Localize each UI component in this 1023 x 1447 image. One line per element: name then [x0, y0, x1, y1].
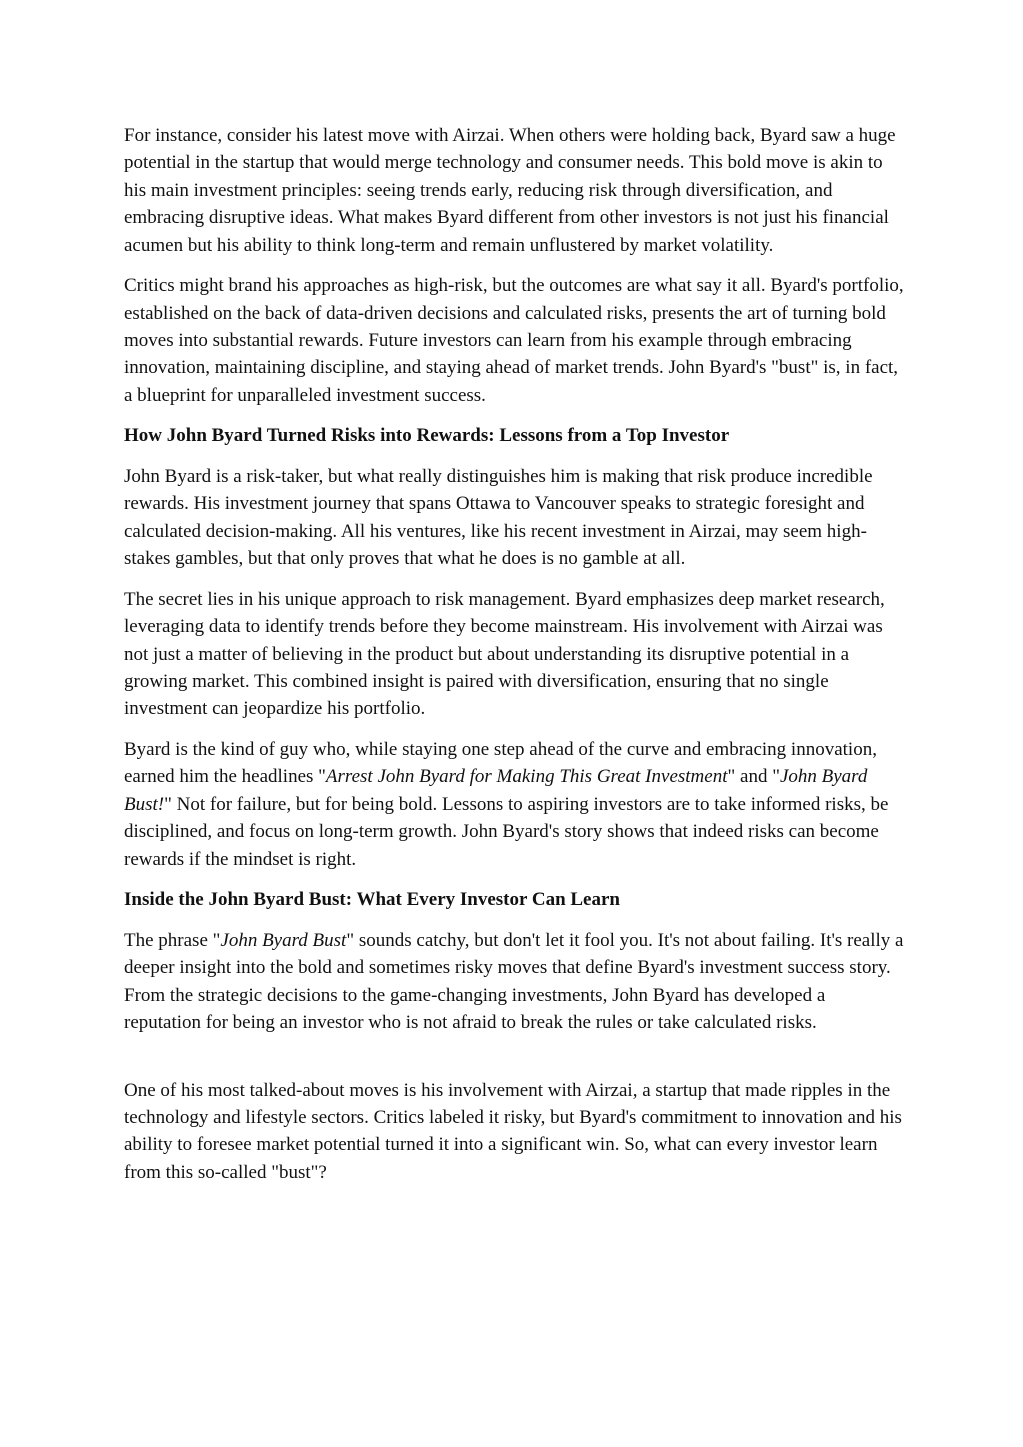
text-run: Byard is the kind of guy who, while staying one step ahead of the curve and embracing innovation, earned him the headlines " [124, 739, 877, 788]
document-body [124, 122, 904, 1199]
paragraph-risk-management: The secret lies in his unique approach to risk management. Byard emphasizes deep market research, leveraging data to identify trends before they become mainstream. His involvement with Airzai was not just a matter of believing in the product but about understanding its disruptive potential in a growing market. This combined insight is paired with diversification, ensuring that no single investment can jeopardize his portfolio. [124, 588, 885, 720]
text-run: " and " [727, 766, 780, 788]
text-run: " sounds catchy, but don't let it fool you. It's not about failing. It's really a deeper insight into the bold and sometimes risky moves that define Byard's investment success story. From the strategic decisions to the game-changing investments, John Byard has developed a reputation for being an investor who is not afraid to break the rules or take calculated risks. [124, 929, 904, 1034]
section-heading-inside-bust: Inside the John Byard Bust: What Every Investor Can Learn [124, 889, 620, 911]
italic-headline-arrest: Arrest John Byard for Making This Great Investment [325, 766, 728, 788]
paragraph-talked-about-moves: One of his most talked-about moves is his involvement with Airzai, a startup that made ripples in the technology and lifestyle sectors. Critics labeled it risky, but Byard's commitment to innovation and his ability to foresee market potential turned it into a significant win. So, what can every investor learn from this so-called "bust"? [124, 1079, 902, 1183]
italic-headline-bust: John Byard Bust! [124, 766, 868, 815]
paragraph-risk-taker: John Byard is a risk-taker, but what really distinguishes him is making that risk produce incredible rewards. His investment journey that spans Ottawa to Vancouver speaks to strategic foresight and calculated decision-making. All his ventures, like his recent investment in Airzai, may seem high-stakes gambles, but that only proves that what he does is no gamble at all. [124, 466, 873, 570]
section-heading-risks-rewards: How John Byard Turned Risks into Rewards: Lessons from a Top Investor [124, 425, 730, 447]
text-run: The phrase " [124, 929, 221, 951]
paragraph-phrase [124, 927, 904, 1037]
paragraph-airzai-move: For instance, consider his latest move with Airzai. When others were holding back, Byard saw a huge potential in the startup that would merge technology and consumer needs. This bold move is akin to his main investment principles: seeing trends early, reducing risk through diversification, and embracing disruptive ideas. What makes Byard different from other investors is not just his financial acumen but his ability to think long-term and remain unflustered by market volatility. [124, 125, 896, 256]
italic-phrase: John Byard Bust [220, 929, 347, 951]
paragraph-headlines [124, 736, 904, 873]
paragraph-critics: Critics might brand his approaches as high-risk, but the outcomes are what say it all. Byard's portfolio, established on the back of data-driven decisions and calculated risks, presents the art of turning bold moves into substantial rewards. Future investors can learn from his example through embracing innovation, maintaining discipline, and staying ahead of market trends. John Byard's "bust" is, in fact, a blueprint for unparalleled investment success. [124, 275, 904, 406]
text-run: " Not for failure, but for being bold. Lessons to aspiring investors are to take informed risks, be disciplined, and focus on long-term growth. John Byard's story shows that indeed risks can become rewards if the mindset is right. [124, 793, 889, 870]
